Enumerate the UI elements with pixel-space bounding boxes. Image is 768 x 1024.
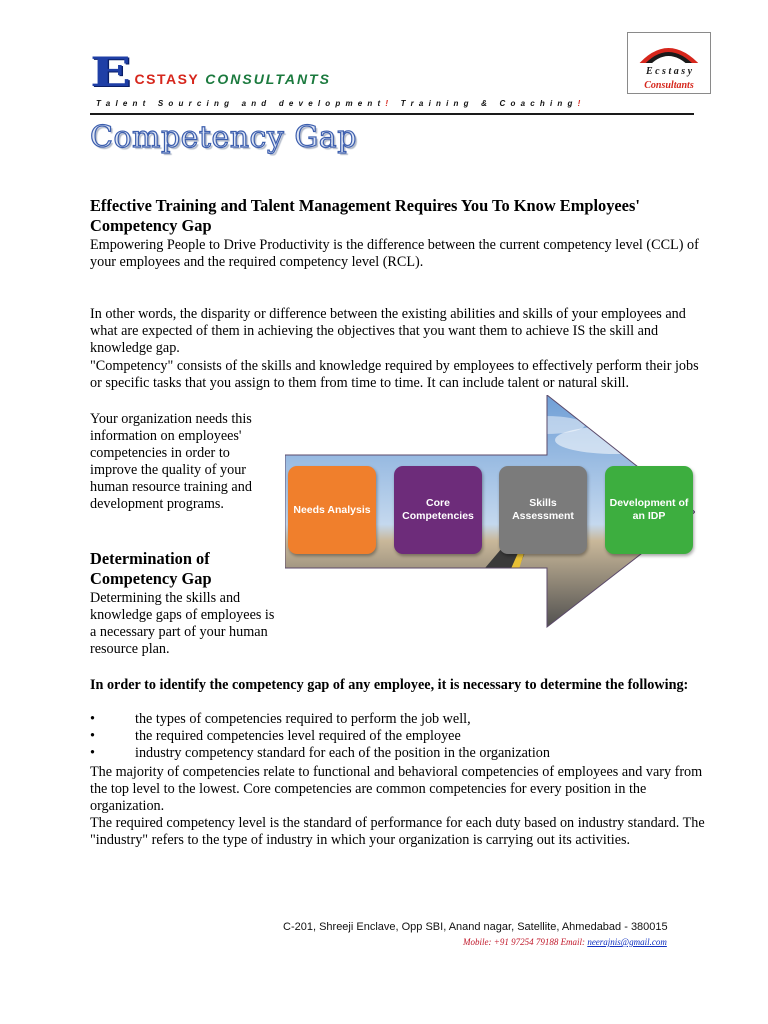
step-core-competencies: Core Competencies	[394, 466, 482, 554]
brand-cstasy: CSTASY	[134, 71, 200, 87]
paragraph-required-level: The required competency level is the standard of performance for each duty based on industry standard. The "industry" refers to the type of industry in which your organization is carrying out its activities.	[90, 815, 705, 848]
paragraph-majority: The majority of competencies relate to functional and behavioral competencies of employees and vary from the top level to the lowest. Core competencies are common competencies for every position in the organization.	[90, 764, 703, 814]
paragraph-organization-needs: Your organization needs this information on employees' competencies in order to improve the quality of your human resource training and development programs.	[90, 411, 252, 512]
page-title: Competency Gap	[90, 120, 357, 155]
logo-arc-icon	[628, 33, 710, 93]
section-1-heading: Effective Training and Talent Management Requires You To Know Employees' Competency Gap	[90, 196, 640, 235]
process-arrow-diagram	[285, 395, 695, 630]
header-divider	[90, 113, 694, 115]
bullet-list	[90, 711, 710, 762]
company-logo	[627, 32, 711, 94]
tagline-part-2: Training & Coaching	[393, 99, 578, 108]
logo-text-ecstasy: E c s t a s y	[645, 66, 693, 77]
paragraph-disparity: In other words, the disparity or difference between the existing abilities and skills of your employees and what are expected of them in achieving the objectives that you want them to achieve IS the skill and knowledge gap.	[90, 306, 686, 356]
brand-letter-e: E	[90, 49, 132, 96]
footer-email-link[interactable]: neerajnis@gmail.com	[587, 937, 667, 947]
section-heading-2	[90, 549, 275, 589]
tagline	[96, 99, 585, 108]
footer-mobile: Mobile: +91 97254 79188 Email:	[463, 937, 588, 947]
intro-paragraph: Empowering People to Drive Productivity is the difference between the current competency level (CCL) of your employees and the required competency level (RCL).	[90, 237, 699, 270]
logo-text-consultants: Consultants	[644, 80, 694, 91]
section-heading-1	[90, 196, 710, 236]
footer-contact	[463, 937, 667, 947]
list-item-text: industry competency standard for each of the position in the organization	[135, 745, 550, 761]
brand-consultants: CONSULTANTS	[205, 71, 331, 87]
list-item-text: the types of competencies required to perform the job well,	[135, 711, 471, 727]
footer-address: C-201, Shreeji Enclave, Opp SBI, Anand nagar, Satellite, Ahmedabad - 380015	[283, 921, 668, 933]
paragraph-competency-definition: "Competency" consists of the skills and knowledge required by employees to effectively perform their jobs or specific tasks that you assign to them from time to time. It can include talent or natural skill.	[90, 358, 699, 391]
bullet-icon: •	[90, 711, 95, 727]
tagline-exclamation-2: !	[577, 99, 586, 108]
list-item	[90, 745, 710, 762]
list-item	[90, 728, 710, 745]
list-item-text: the required competencies level required of the employee	[135, 728, 461, 744]
tagline-exclamation-1: !	[385, 99, 394, 108]
paragraph-determining: Determining the skills and knowledge gaps of employees is a necessary part of your human resource plan.	[90, 590, 275, 657]
step-needs-analysis: Needs Analysis	[288, 466, 376, 554]
brand-wordmark	[90, 49, 331, 96]
bold-intro: In order to identify the competency gap of any employee, it is necessary to determine the following:	[90, 677, 689, 693]
bullet-icon: •	[90, 745, 95, 761]
list-item	[90, 711, 710, 728]
step-skills-assessment: Skills Assessment	[499, 466, 587, 554]
step-development-idp: Development of an IDP	[605, 466, 693, 554]
bullet-icon: •	[90, 728, 95, 744]
section-2-heading: Determination of Competency Gap	[90, 549, 212, 588]
tagline-part-1: Talent Sourcing and development	[96, 99, 386, 108]
